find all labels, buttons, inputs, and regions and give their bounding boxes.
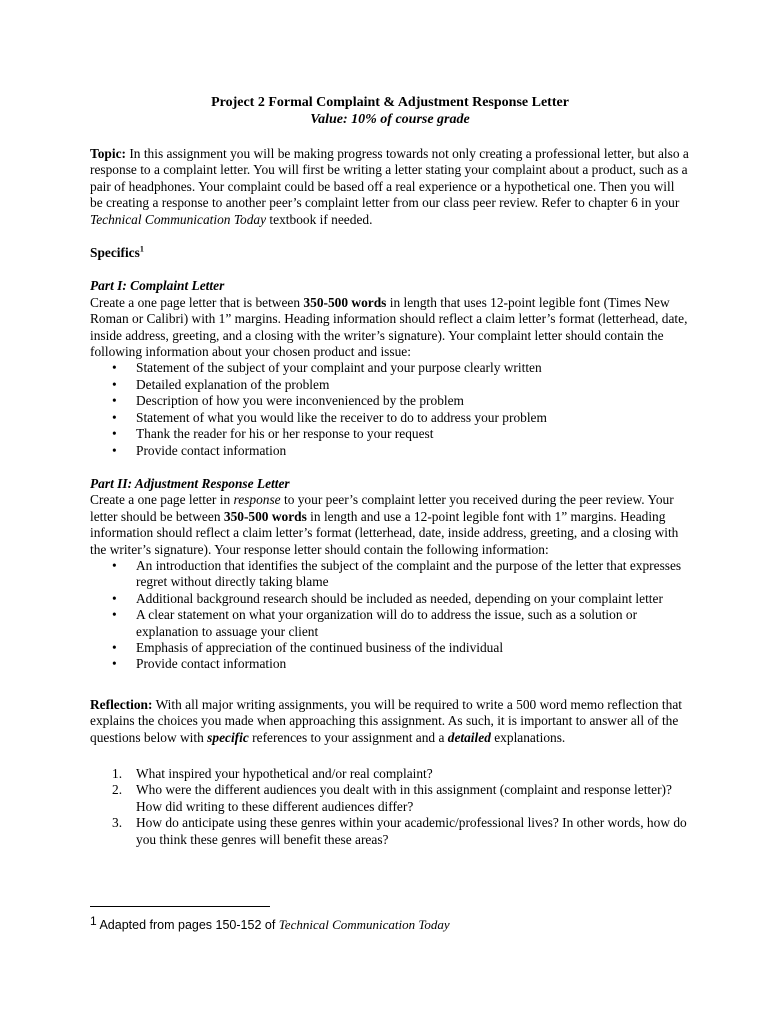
bullet-icon: • xyxy=(112,426,117,442)
part1-bullet-list xyxy=(90,360,690,458)
list-item xyxy=(112,766,690,782)
list-item: • Detailed explanation of the problem xyxy=(112,376,330,392)
bullet-icon: • xyxy=(112,639,117,655)
topic-label: Topic: xyxy=(90,146,126,161)
footnote-ref: 1 xyxy=(139,244,144,254)
question-text: What inspired your hypothetical and/or real complaint? xyxy=(136,766,433,781)
topic-paragraph xyxy=(90,146,690,228)
document-body xyxy=(90,94,690,848)
bullet-icon: • xyxy=(112,360,117,376)
list-item: • Statement of the subject of your complaint and your purpose clearly written xyxy=(112,360,542,376)
bullet-icon: • xyxy=(112,409,117,425)
question-text: How do anticipate using these genres within your academic/professional lives? In other words, how do you think these genres will benefit these areas? xyxy=(136,815,687,847)
part2-bullet-list xyxy=(90,558,690,673)
question-text: Who were the different audiences you dealt with in this assignment (complaint and response letter)? How did writing to these different audiences differ? xyxy=(136,782,672,814)
topic-tail: textbook if needed. xyxy=(266,211,373,227)
bullet-icon: • xyxy=(112,607,117,623)
footnote-source: Technical Communication Today xyxy=(278,917,450,932)
bullet-icon: • xyxy=(112,393,117,409)
part1-intro: Create a one page letter that is between 350-500 words in length that uses 12-point legible font (Times New Roman or Calibri) with 1” margins. Heading information should reflect a claim letter’s format (letterhead, date, inside address, greeting, and a closing with the writer’s signature). Your complaint letter should contain the following information about your chosen product and issue: xyxy=(90,294,688,360)
list-item: • Thank the reader for his or her response to your request xyxy=(112,426,434,442)
part2-heading: Part II: Adjustment Response Letter xyxy=(90,475,290,491)
list-item xyxy=(112,815,690,848)
reflection-label: Reflection: xyxy=(90,696,153,712)
bullet-icon: • xyxy=(112,442,117,458)
list-item xyxy=(112,782,690,815)
document-title: Project 2 Formal Complaint & Adjustment Response Letter xyxy=(211,95,569,110)
part2-word-count: 350-500 words xyxy=(223,508,307,524)
document-value: Value: 10% of course grade xyxy=(310,112,470,127)
question-number: 1. xyxy=(112,766,123,781)
list-item: • Provide contact information xyxy=(112,442,287,458)
footnote-text: Adapted from pages 150-152 of xyxy=(96,918,279,932)
list-item: • Emphasis of appreciation of the continued business of the individual xyxy=(112,639,504,655)
question-number: 2. xyxy=(112,782,123,798)
reflection-question-list xyxy=(90,766,690,848)
specifics-heading: Specifics$^1$ xyxy=(90,244,144,261)
list-item: • Provide contact information xyxy=(112,656,287,672)
reflection-paragraph: Reflection: With all major writing assignments, you will be required to write a 500 word memo reflection that explains the choices you made when approaching this assignment. As such, it is important to answer all of the questions below with specific references to your assignment and a detailed explanations. xyxy=(90,696,682,745)
bullet-icon: • xyxy=(112,656,117,672)
footnote-mark: 1 xyxy=(90,914,97,928)
part1-heading: Part I: Complaint Letter xyxy=(90,278,225,294)
part1-word-count: 350-500 words xyxy=(303,294,387,310)
list-item: • Description of how you were inconvenienced by the problem xyxy=(112,393,464,409)
list-item: • A clear statement on what your organization will do to address the issue, such as a solution or explanation to assuage your client xyxy=(112,607,638,639)
bullet-icon: • xyxy=(112,557,117,573)
part2-intro: Create a one page letter in response to your peer’s complaint letter you received during the peer review. Your letter should be between 350-500 words in length and use a 12-point legible font with 1” margins. Heading information should reflect a claim letter’s format (letterhead, date, inside address, greeting, and a closing with the writer’s signature). Your response letter should contain the following information: xyxy=(90,492,679,557)
list-item: • An introduction that identifies the subject of the complaint and the purpose of the letter that expresses regret without directly taking blame xyxy=(112,557,682,590)
emphasis-detailed: detailed xyxy=(447,729,491,745)
emphasis-specific: specific xyxy=(207,729,249,745)
topic-book-title: Technical Communication Today xyxy=(90,211,267,227)
bullet-icon: • xyxy=(112,376,117,392)
list-item: • Statement of what you would like the receiver to do to address your problem xyxy=(112,409,547,425)
footnote-divider xyxy=(90,906,270,907)
bullet-icon: • xyxy=(112,590,117,606)
list-item: • Additional background research should be included as needed, depending on your complaint letter xyxy=(112,590,663,606)
footnote xyxy=(90,913,690,933)
topic-text: In this assignment you will be making progress towards not only creating a professional letter, but also a response to a complaint letter. You will first be writing a letter stating your complaint about a product, such as a pair of headphones. Your complaint could be based off a real experience or a hypothetical one. Then you will be creating a response to another peer’s complaint letter from our class peer review. Refer to chapter 6 in your xyxy=(90,146,689,211)
question-number: 3. xyxy=(112,815,123,831)
part2-response-word: response xyxy=(233,492,281,508)
